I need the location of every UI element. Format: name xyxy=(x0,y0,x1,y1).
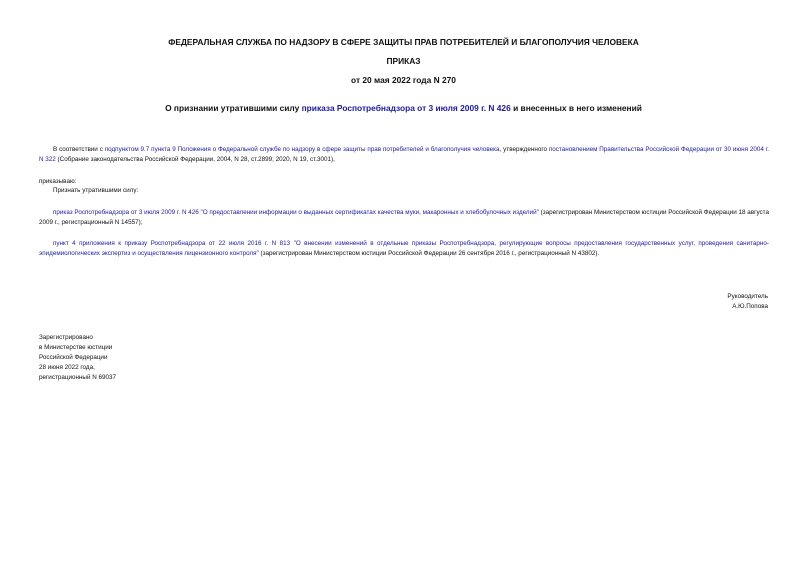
title-prefix: О признании утратившими силу xyxy=(165,103,302,113)
item1-rest: (зарегистрирован Министерством юстиции Российской Федерации 18 августа 2009 г., регистрационный N 14557); xyxy=(39,209,769,226)
date-number-heading: от 20 мая 2022 года N 270 xyxy=(351,75,456,85)
agency-heading: ФЕДЕРАЛЬНАЯ СЛУЖБА ПО НАДЗОРУ В СФЕРЕ ЗАЩИТЫ ПРАВ ПОТРЕБИТЕЛЕЙ И БЛАГОПОЛУЧИЯ ЧЕЛОВЕКА xyxy=(168,37,639,47)
doc-type-heading: ПРИКАЗ xyxy=(386,56,421,66)
order-word: приказываю: xyxy=(39,178,77,185)
regulation-link[interactable]: подпунктом 9.7 пункта 9 Положения о Федеральной службе по надзору в сфере защиты прав потребителей и благополучия человека xyxy=(104,146,500,153)
registration-line: Зарегистрировано xyxy=(39,334,93,341)
title-link[interactable]: приказа Роспотребнадзора от 3 июля 2009 г. N 426 xyxy=(301,103,511,113)
signature-name: А.Ю.Попова xyxy=(732,303,768,310)
signature-block xyxy=(727,292,768,312)
registration-line: 28 июня 2022 года, xyxy=(39,364,95,371)
signature-role: Руководитель xyxy=(727,293,768,300)
document-title xyxy=(30,103,777,113)
title-suffix: и внесенных в него изменений xyxy=(510,103,642,113)
p1-text-a: В соответствии с xyxy=(53,146,105,153)
recognize-invalid-text: Признать утратившими силу: xyxy=(53,187,139,194)
p1-text-b: , утвержденного xyxy=(499,146,549,153)
preamble-paragraph xyxy=(39,145,769,165)
registration-block xyxy=(39,333,116,383)
registration-line: в Министерстве юстиции xyxy=(39,344,113,351)
order-426-link[interactable]: приказ Роспотребнадзора от 3 июля 2009 г. N 426 "О предоставлении информации о выданных сертификатах качества муки, макаронных и хлебобулочных изделий" xyxy=(53,209,539,216)
order-813-link[interactable]: пункт 4 приложения к приказу Роспотребнадзора от 22 июля 2016 г. N 813 "О внесении изменений в отдельные приказы Роспотребнадзора, регулирующие вопросы предоставления государственных услуг, проведения санитарно-эпидемиологических экспертиз и осуществления лицензионного контроля" xyxy=(39,240,769,257)
item-paragraph-1 xyxy=(39,208,769,228)
item-paragraph-2 xyxy=(39,239,769,259)
registration-line: Российской Федерации xyxy=(39,354,108,361)
item2-rest: (зарегистрирован Министерством юстиции Российской Федерации 26 сентября 2016 г., регистрационный N 43802). xyxy=(258,250,600,257)
p1-text-c: (Собрание законодательства Российской Федерации, 2004, N 28, ст.2899; 2020, N 19, ст.3001), xyxy=(55,156,335,163)
registration-line: регистрационный N 69037 xyxy=(39,374,117,381)
government-decree-link[interactable]: постановлением Правительства Российской Федерации от 30 июня 2004 г. N 322 xyxy=(39,146,769,163)
